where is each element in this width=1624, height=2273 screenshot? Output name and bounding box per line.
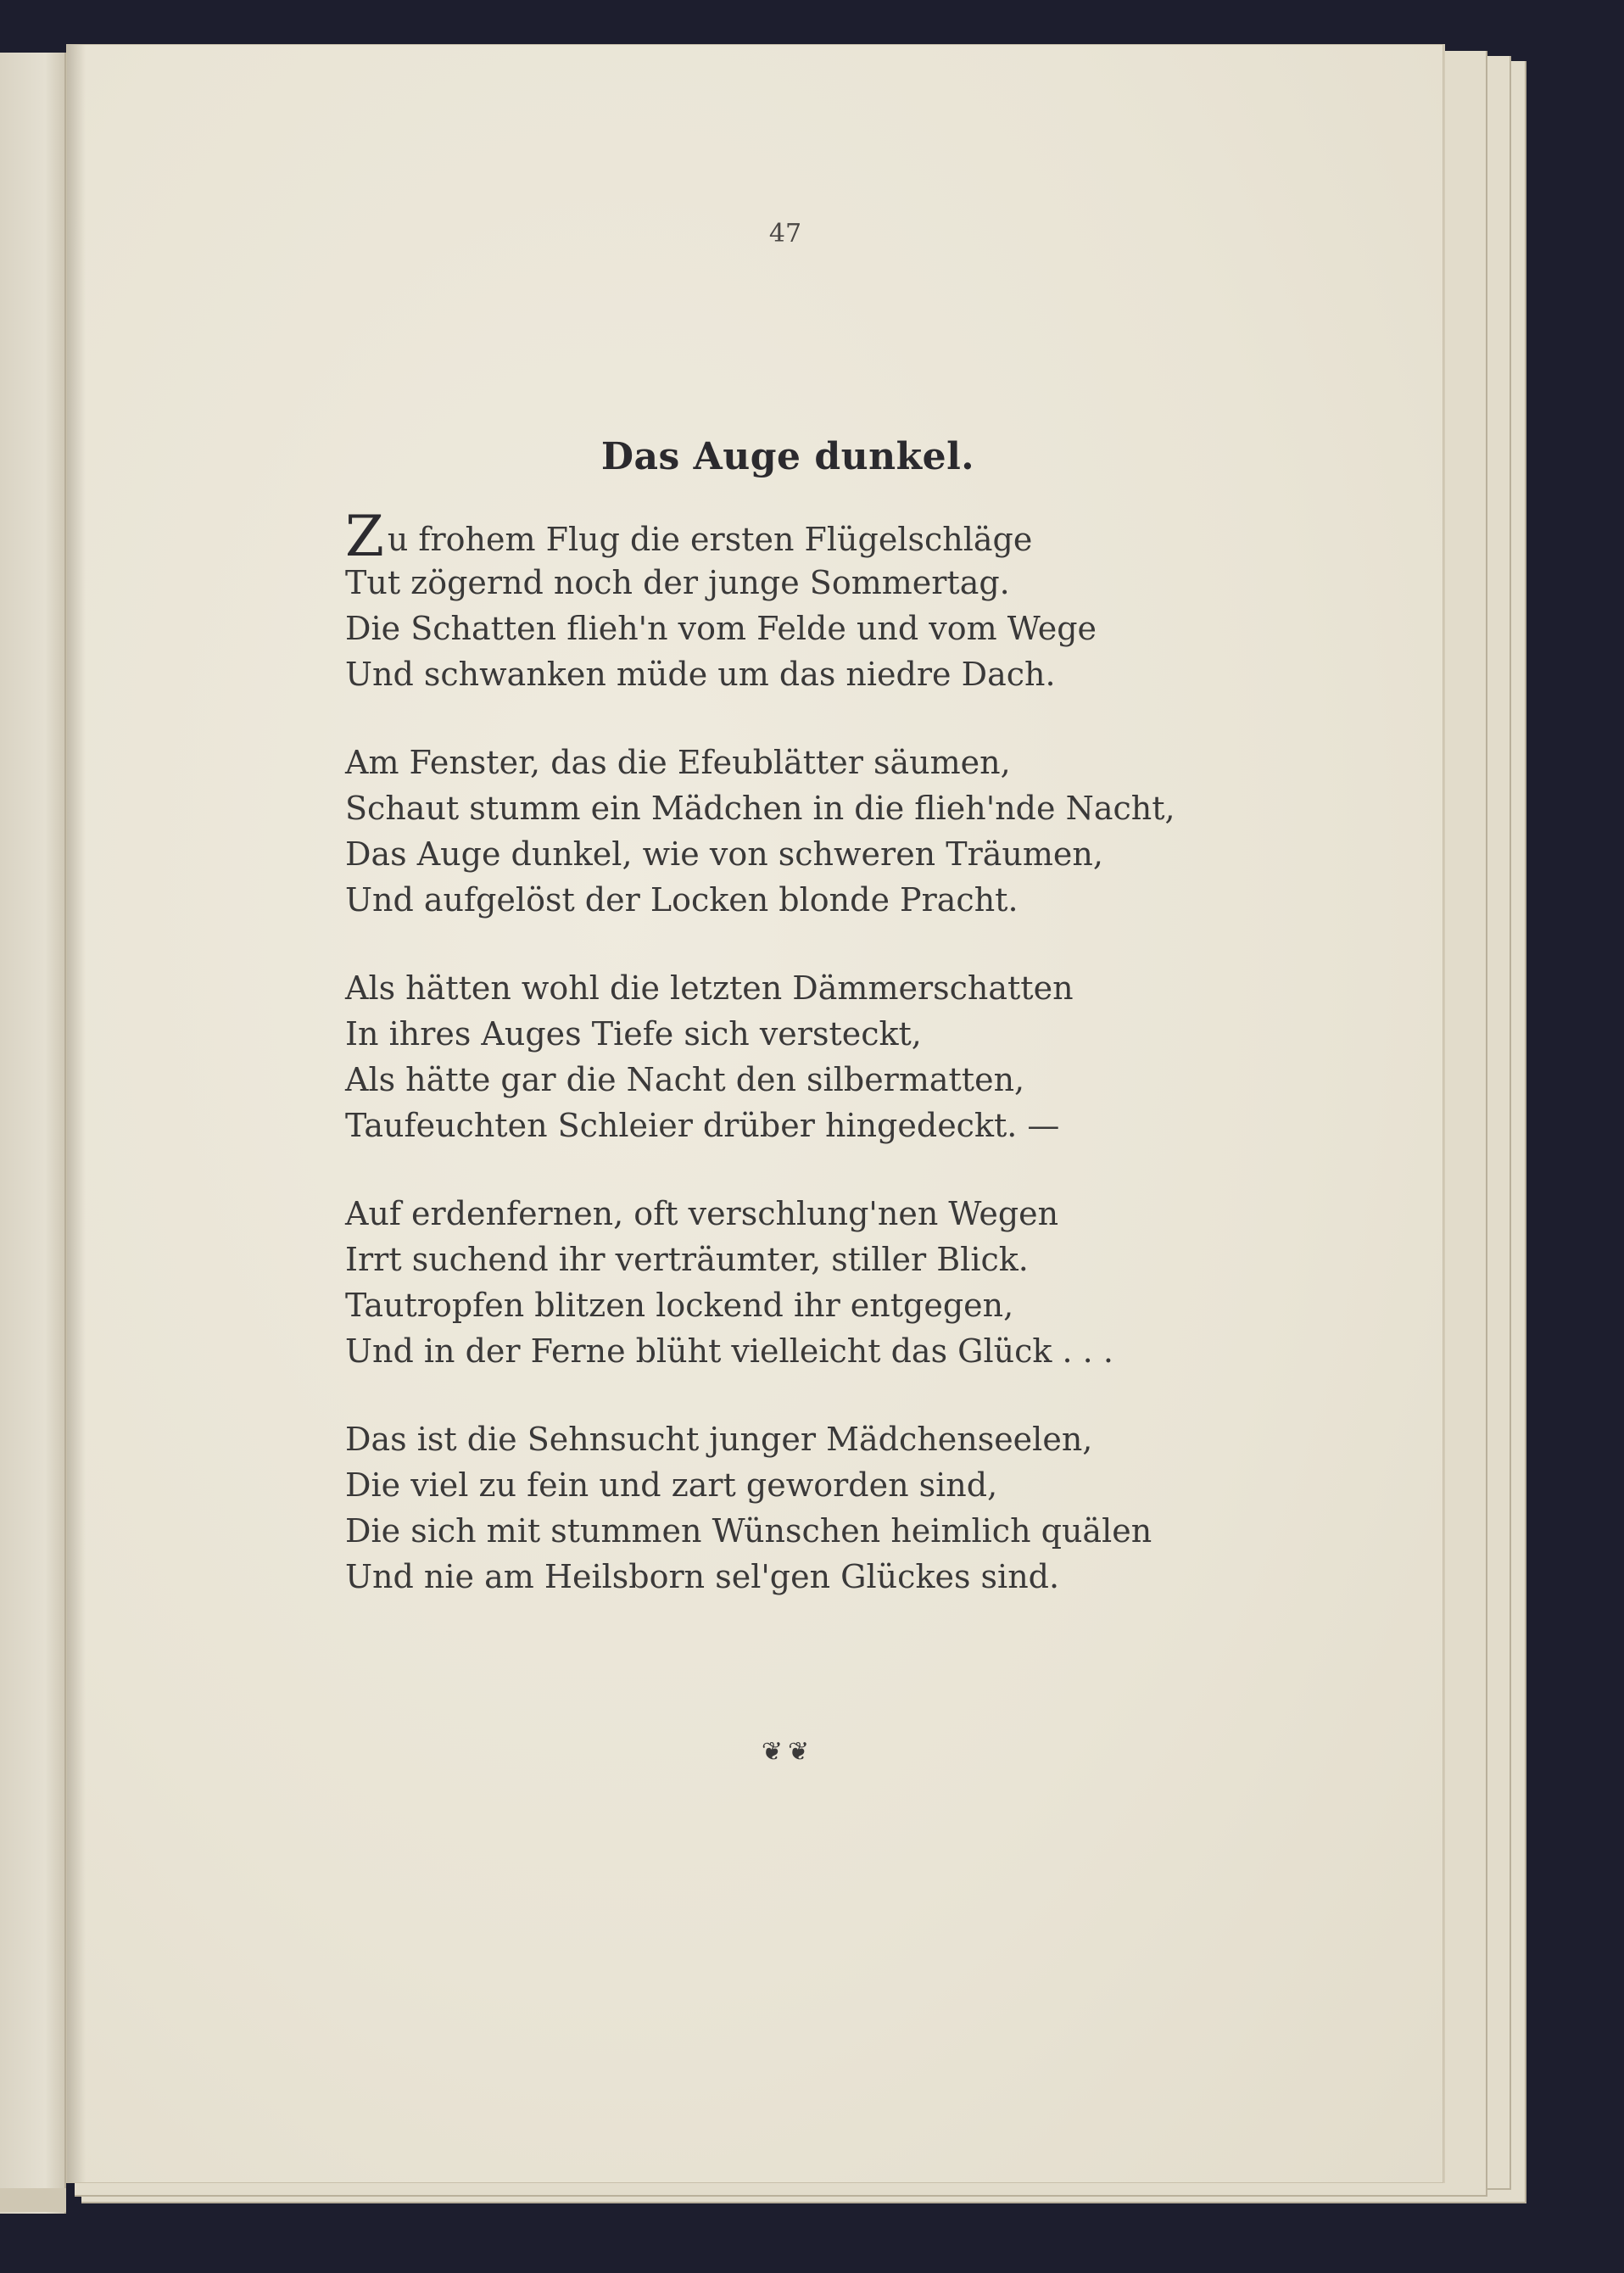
stanza-5 (345, 1416, 1210, 1600)
poem-line: In ihres Auges Tiefe sich versteckt, (345, 1015, 922, 1053)
poem-line: Am Fenster, das die Efeublätter säumen, (345, 744, 1011, 781)
poem-line: Die Schatten flieh'n vom Felde und vom Wege (345, 610, 1097, 647)
stanza-2 (345, 740, 1210, 923)
poem-line: Irrt suchend ihr verträumter, stiller Blick. (345, 1241, 1029, 1278)
ornament-icon: ❦❦ (761, 1737, 815, 1767)
poem-line: Zu frohem Flug die ersten Flügelschläge (345, 504, 1033, 569)
poem-line: Schaut stumm ein Mädchen in die flieh'nde Nacht, (345, 790, 1175, 827)
poem-line: Und in der Ferne blüht vielleicht das Glück . . . (345, 1332, 1113, 1370)
poem-line: Taufeuchten Schleier drüber hingedeckt. — (345, 1107, 1060, 1144)
poem-line: Das Auge dunkel, wie von schweren Träumen, (345, 835, 1103, 873)
stanza-3 (345, 965, 1210, 1148)
drop-initial: Z (345, 504, 384, 569)
left-page-edge (0, 53, 66, 2214)
stanza-4 (345, 1191, 1210, 1374)
poem-line: Das ist die Sehnsucht junger Mädchenseelen, (345, 1421, 1093, 1458)
poem-line: Und schwanken müde um das niedre Dach. (345, 656, 1056, 693)
poem-line: Die viel zu fein und zart geworden sind, (345, 1466, 998, 1504)
page-number: 47 (768, 219, 802, 249)
left-page-bottom (0, 2188, 66, 2212)
poem-body (345, 504, 1210, 1642)
poem-line: Als hätte gar die Nacht den silbermatten, (345, 1061, 1025, 1098)
gutter-shadow (67, 45, 86, 2182)
poem-line: Die sich mit stummen Wünschen heimlich quälen (345, 1512, 1152, 1550)
stanza-1 (345, 504, 1210, 697)
poem-line: Und nie am Heilsborn sel'gen Glückes sind. (345, 1558, 1060, 1595)
poem-line: Und aufgelöst der Locken blonde Pracht. (345, 881, 1018, 919)
poem-title: Das Auge dunkel. (600, 435, 975, 478)
book-page (66, 44, 1443, 2183)
poem-line: Als hätten wohl die letzten Dämmerschatten (345, 969, 1074, 1007)
poem-line: Tut zögernd noch der junge Sommertag. (345, 564, 1010, 601)
poem-line: Auf erdenfernen, oft verschlung'nen Wegen (345, 1195, 1059, 1232)
poem-line: Tautropfen blitzen lockend ihr entgegen, (345, 1287, 1014, 1324)
